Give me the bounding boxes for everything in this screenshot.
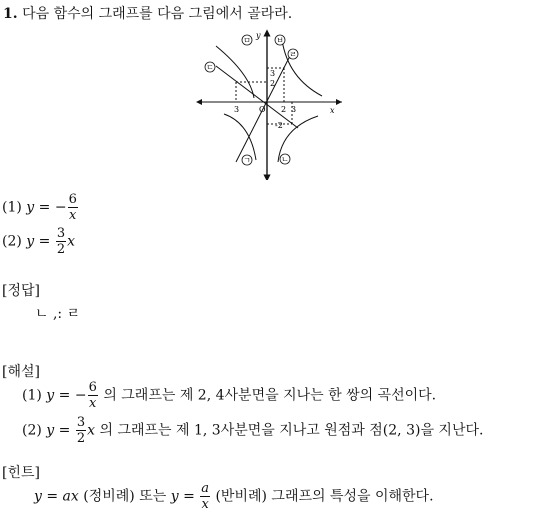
item-2-label: (2) — [2, 233, 22, 250]
item-1-fraction: $\frac{6}{x}$ — [68, 192, 77, 223]
x-axis-left-arrow — [196, 99, 202, 105]
label-choice-c2: ㄴ — [281, 155, 289, 164]
problem-text: 다음 함수의 그래프를 다음 그림에서 골라라. — [22, 6, 293, 22]
item-1 — [2, 193, 79, 222]
origin-label: O — [259, 105, 266, 114]
tick-y-2: 2 — [270, 79, 276, 88]
item-2 — [2, 227, 75, 256]
curve-upper-right — [282, 40, 322, 96]
item-1-lhs: y = − — [26, 199, 67, 216]
tick-y-neg2: -2 — [275, 121, 283, 130]
y-axis-label: y — [256, 31, 261, 40]
item-2-var: x — [67, 233, 76, 250]
answer-text: ㄴ ,: ㄹ — [35, 306, 81, 322]
problem-statement — [3, 3, 292, 23]
x-axis-label: x — [330, 106, 335, 115]
hint-header: [힌트] — [2, 465, 40, 481]
label-choice-c1: ㄱ — [243, 156, 251, 165]
tick-x-3: 3 — [291, 105, 297, 114]
explanation-line-2: (2) y = $\frac{3}{2}$ x 의 그래프는 제 1, 3사분면을 지나고 원점과 점(2, 3)을 지난다. — [22, 415, 484, 446]
label-choice-c6: ㅂ — [276, 36, 284, 45]
explanation-header: [해설] — [2, 364, 40, 380]
item-1-label: (1) — [2, 199, 22, 216]
x-axis-right-arrow — [336, 99, 342, 105]
label-choice-c3: ㄷ — [206, 63, 214, 72]
tick-x-2: 2 — [281, 105, 287, 114]
hint-text: y = ax (정비례) 또는 y = $\frac{a}{x}$ (반비례) 그래프의 특성을 이해한다. — [34, 481, 434, 512]
label-choice-c5: ㅁ — [243, 36, 251, 45]
problem-number: 1. — [3, 6, 18, 22]
graph-figure — [192, 28, 350, 180]
answer-header: [정답] — [2, 283, 40, 299]
line-decreasing — [216, 66, 298, 128]
tick-x-neg3: 3 — [234, 105, 240, 114]
item-2-lhs: y = — [26, 233, 51, 250]
tick-y-3: 3 — [270, 69, 276, 78]
item-2-fraction: $\frac{3}{2}$ — [56, 226, 66, 257]
label-choice-c4: ㄹ — [289, 50, 297, 59]
explanation-line-1: (1) y = − $\frac{6}{x}$ 의 그래프는 제 2, 4사분면을 지나는 한 쌍의 곡선이다. — [22, 380, 437, 411]
